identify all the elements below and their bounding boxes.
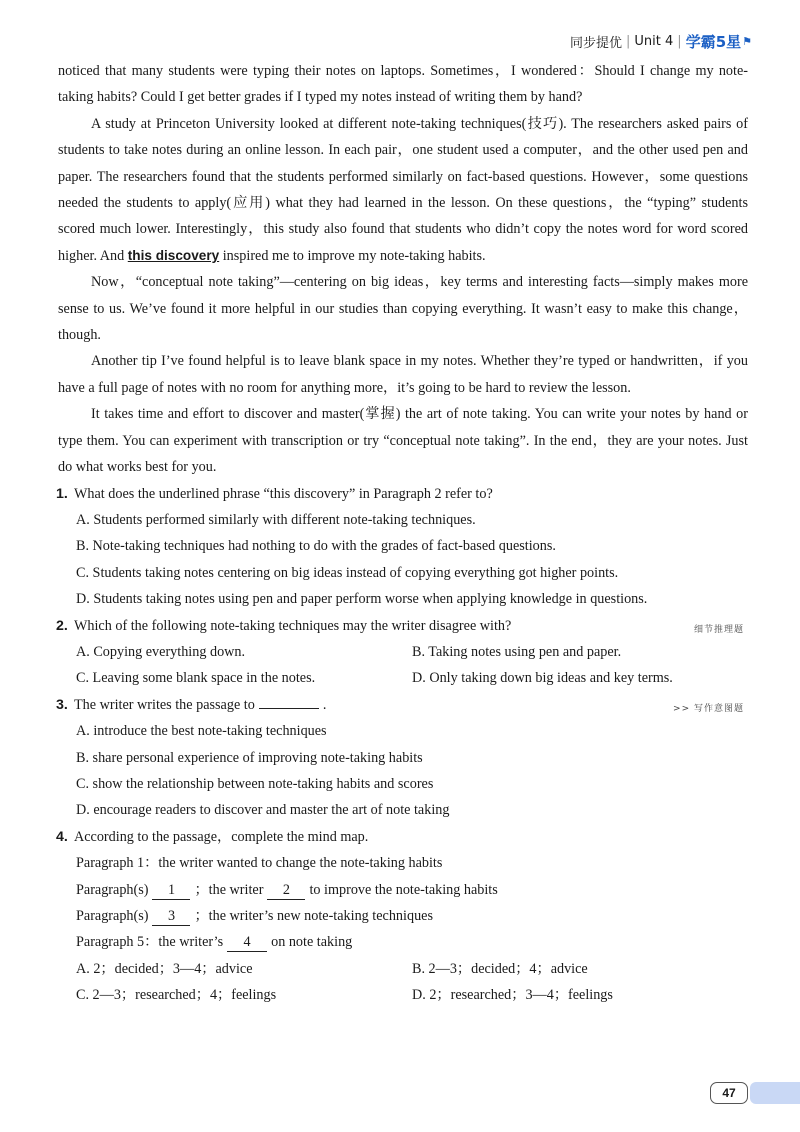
- passage-paragraph-1: noticed that many students were typing their notes on laptops. Sometimes，I wondered：Should I change my note-taking habits? Could I get better grades if I typed my notes instead of writing them by hand?: [58, 63, 748, 106]
- mind-map-text: ；the writer: [194, 881, 264, 898]
- question-1: [58, 481, 748, 507]
- question-2: [58, 613, 748, 639]
- q4-option-b[interactable]: B. 2—3；decided；4；advice: [412, 960, 588, 977]
- q1-option-a[interactable]: A. Students performed similarly with different note-taking techniques.: [76, 511, 476, 528]
- flag-icon: ⚑: [742, 34, 752, 48]
- mind-map-line-1: Paragraph 1：the writer wanted to change the note-taking habits: [76, 855, 443, 872]
- mind-map-text: on note taking: [271, 934, 353, 951]
- q3-option-a[interactable]: A. introduce the best note-taking techniques: [76, 723, 327, 740]
- passage-paragraph-2: [58, 111, 748, 269]
- mind-map-blank-3[interactable]: 3: [152, 907, 190, 926]
- p2-text-after: inspired me to improve my note-taking habits.: [219, 247, 486, 264]
- question-stem: What does the underlined phrase “this discovery” in Paragraph 2 refer to?: [74, 485, 493, 502]
- mind-map-label: Paragraph(s): [76, 908, 149, 924]
- mind-map-label: Paragraph 5：the writer’s: [76, 934, 224, 951]
- mind-map-line-4: [58, 929, 748, 955]
- q1-option-b[interactable]: B. Note-taking techniques had nothing to do with the grades of fact-based questions.: [76, 538, 556, 555]
- q3-option-c[interactable]: C. show the relationship between note-taking habits and scores: [76, 775, 434, 792]
- question-3: [58, 692, 748, 718]
- question-stem: The writer writes the passage to: [74, 696, 255, 713]
- mind-map-blank-1[interactable]: 1: [152, 881, 190, 900]
- q2-option-a[interactable]: A. Copying everything down.: [76, 643, 246, 660]
- q3-option-d[interactable]: D. encourage readers to discover and master the art of note taking: [76, 802, 450, 819]
- mind-map-text: to improve the note-taking habits: [309, 881, 498, 898]
- answer-blank[interactable]: [259, 708, 319, 709]
- q4-option-a[interactable]: A. 2；decided；3—4；advice: [76, 960, 253, 977]
- page-number: 47: [710, 1082, 748, 1104]
- question-stem: Which of the following note-taking techniques may the writer disagree with?: [74, 617, 512, 634]
- mind-map-label: Paragraph(s): [76, 881, 149, 898]
- passage-paragraph-4: Another tip I’ve found helpful is to leave blank space in my notes. Whether they’re typed or handwritten，if you have a full page of notes with no room for anything more，it’s going to be hard to review the lesson.: [58, 353, 748, 396]
- question-number: 2.: [56, 617, 68, 634]
- question-number: 4.: [56, 828, 68, 845]
- question-number: 1.: [56, 485, 68, 502]
- underlined-phrase: this discovery: [127, 247, 220, 263]
- passage-paragraph-3: Now，“conceptual note taking”—centering on big ideas，key terms and interesting facts—simply makes more sense to us. We’ve found it more helpful in our studies than copying everything. It wasn’t easy to make this change，though.: [58, 274, 748, 344]
- question-stem: According to the passage，complete the mind map.: [74, 828, 369, 845]
- mind-map-line-2: [58, 877, 748, 903]
- q4-option-d[interactable]: D. 2；researched；3—4；feelings: [412, 987, 613, 1004]
- page-edge-tab: [750, 1082, 800, 1104]
- mind-map-line-3: [58, 903, 748, 929]
- mind-map-blank-2[interactable]: 2: [267, 881, 305, 900]
- q1-option-c[interactable]: C. Students taking notes centering on big ideas instead of copying everything got higher points.: [76, 564, 619, 581]
- q3-option-b[interactable]: B. share personal experience of improving note-taking habits: [76, 749, 423, 766]
- mind-map-text: ；the writer’s new note-taking techniques: [194, 908, 433, 924]
- question-number: 3.: [56, 696, 68, 713]
- q4-option-c[interactable]: C. 2—3；researched；4；feelings: [76, 987, 277, 1004]
- page-content: [58, 58, 748, 1009]
- q2-option-b[interactable]: B. Taking notes using pen and paper.: [412, 643, 622, 660]
- header-divider: |: [626, 33, 631, 49]
- q2-option-d[interactable]: D. Only taking down big ideas and key terms.: [412, 670, 673, 687]
- q2-option-c[interactable]: C. Leaving some blank space in the notes.: [76, 670, 316, 687]
- mind-map-blank-4[interactable]: 4: [227, 933, 267, 952]
- header-section: 同步提优: [570, 35, 623, 51]
- page-header: [570, 30, 752, 52]
- p2-text-before: A study at Princeton University looked at different note-taking techniques(技巧). The researchers asked pairs of students to take notes during an online lesson. In each pair，one student used a computer，and the other used pen and paper. The researchers found that the students performed similarly on fact-based questions. However，some questions needed the students to apply(应用) what they had learned in the lesson. On these questions，the “typing” students scored much lower. Interestingly，this study also found that students who didn’t copy the notes word for word scored higher. And: [58, 115, 748, 264]
- passage-paragraph-5: It takes time and effort to discover and master(掌握) the art of note taking. You can write your notes by hand or type them. You can experiment with transcription or try “conceptual note taking”. In the end，they are your notes. Just do what works best for you.: [58, 406, 748, 476]
- q2-options-row-2: [58, 665, 748, 691]
- q2-options-row-1: [58, 639, 748, 665]
- header-divider: |: [677, 33, 682, 49]
- question-type-tag: >> 写作意图题: [673, 703, 744, 714]
- header-brand-logo: 学霸5星: [685, 32, 742, 51]
- header-unit: Unit 4: [634, 33, 674, 49]
- q1-option-d[interactable]: D. Students taking notes using pen and paper perform worse when applying knowledge in questions.: [76, 591, 648, 608]
- question-stem-end: .: [322, 696, 327, 713]
- q4-options-row-2: [58, 982, 748, 1008]
- q4-options-row-1: [58, 956, 748, 982]
- question-4: [58, 824, 748, 850]
- question-type-tag: 细节推理题: [693, 624, 744, 635]
